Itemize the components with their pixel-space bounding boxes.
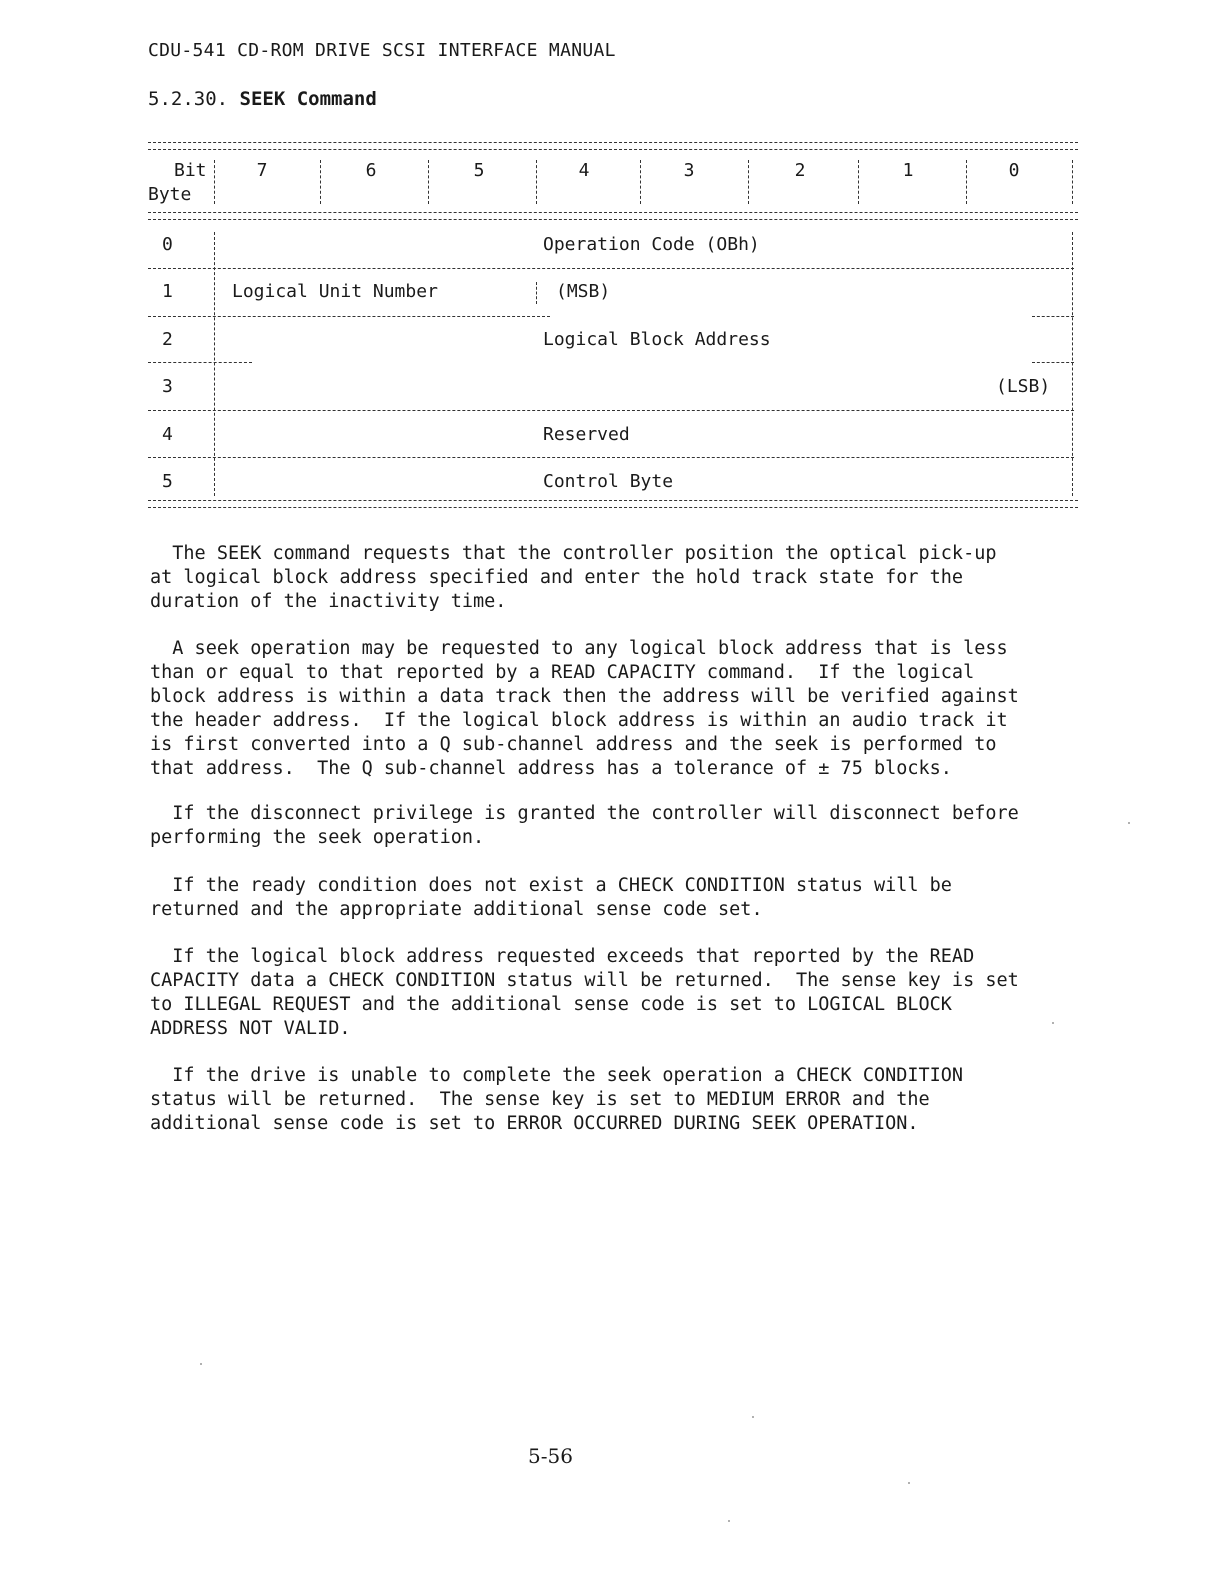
paragraph-ready-condition: If the ready condition does not exist a CHECK CONDITION status will be returned and the appropriate additional sense code set. xyxy=(150,875,952,920)
bit-5: 5 xyxy=(473,160,485,181)
bit-divider xyxy=(536,160,537,204)
scan-speck xyxy=(1128,822,1130,824)
paragraph-seek-description: The SEEK command requests that the controller position the optical pick-up at logical block address specified and enter the hold track state for the duration of the inactivity time. xyxy=(150,543,997,612)
byte-number: 4 xyxy=(162,424,173,445)
bit-divider xyxy=(428,160,429,204)
scan-speck xyxy=(752,1416,754,1418)
bit-1: 1 xyxy=(902,160,914,181)
row-separator xyxy=(148,410,1074,411)
section-heading xyxy=(148,88,377,110)
section-title: SEEK Command xyxy=(239,88,377,110)
bit-divider xyxy=(320,160,321,204)
msb-marker: (MSB) xyxy=(556,281,611,302)
byte-number: 5 xyxy=(162,471,173,492)
paragraph-lba-exceeds: If the logical block address requested exceeds that reported by the READ CAPACITY data a CHECK CONDITION status will be returned. The sense key is set to ILLEGAL REQUEST and the additional sense code is set to LOGICAL BLOCK ADDRESS NOT VALID. xyxy=(150,946,1019,1039)
lsb-marker: (LSB) xyxy=(996,376,1051,397)
cdb-table xyxy=(148,140,1078,515)
table-right-edge xyxy=(1072,160,1073,204)
lun-divider xyxy=(536,282,537,304)
bit-divider xyxy=(966,160,967,204)
bit-3: 3 xyxy=(683,160,695,181)
bit-divider xyxy=(858,160,859,204)
header-divider xyxy=(214,160,215,204)
bit-6: 6 xyxy=(365,160,377,181)
bit-2: 2 xyxy=(794,160,806,181)
section-number: 5.2.30. xyxy=(148,88,229,110)
byte-number: 1 xyxy=(162,281,173,302)
row-separator-stub xyxy=(148,362,252,363)
header-bottom-rule xyxy=(148,212,1078,220)
paragraph-disconnect: If the disconnect privilege is granted the controller will disconnect before performing the seek operation. xyxy=(150,803,1019,848)
row-separator xyxy=(148,457,1074,458)
bit-7: 7 xyxy=(256,160,268,181)
paragraph-seek-range: A seek operation may be requested to any logical block address that is less than or equal to that reported by a READ CAPACITY command. If the logical block address is within a data track then the address will be verified against the header address. If the logical block address is within an audio track it is first converted into a Q sub-channel address and the seek is performed to that address. The Q sub-channel address has a tolerance of ± 75 blocks. xyxy=(150,638,1019,779)
row-separator-stub xyxy=(1032,316,1074,317)
scan-speck xyxy=(728,1520,730,1522)
byte-number: 0 xyxy=(162,234,173,255)
bit-divider xyxy=(640,160,641,204)
row-separator xyxy=(148,316,550,317)
row-separator xyxy=(148,268,1074,269)
bit-4: 4 xyxy=(578,160,590,181)
paragraph-seek-failure: If the drive is unable to complete the seek operation a CHECK CONDITION status will be returned. The sense key is set to MEDIUM ERROR and the additional sense code is set to ERROR OCCURRED DURING SEEK OPERATION. xyxy=(150,1065,964,1134)
byte-label: Byte xyxy=(148,184,192,205)
bit-0: 0 xyxy=(1008,160,1020,181)
scan-speck xyxy=(1052,1022,1054,1024)
scan-speck xyxy=(200,1363,202,1365)
table-top-rule xyxy=(148,142,1078,150)
logical-unit-number-field: Logical Unit Number xyxy=(232,281,438,302)
row-separator-stub xyxy=(1032,362,1074,363)
reserved-field: Reserved xyxy=(543,424,630,445)
byte-number: 2 xyxy=(162,329,173,350)
page-number: 5-56 xyxy=(528,1444,573,1468)
byte-number: 3 xyxy=(162,376,173,397)
bit-divider xyxy=(748,160,749,204)
table-bottom-rule xyxy=(148,500,1078,508)
bit-label: Bit xyxy=(174,160,207,181)
manual-title: CDU-541 CD-ROM DRIVE SCSI INTERFACE MANUAL xyxy=(148,40,616,61)
logical-block-address-field: Logical Block Address xyxy=(543,329,771,350)
operation-code-field: Operation Code (OBh) xyxy=(543,234,760,255)
scan-speck xyxy=(908,1482,910,1484)
control-byte-field: Control Byte xyxy=(543,471,674,492)
